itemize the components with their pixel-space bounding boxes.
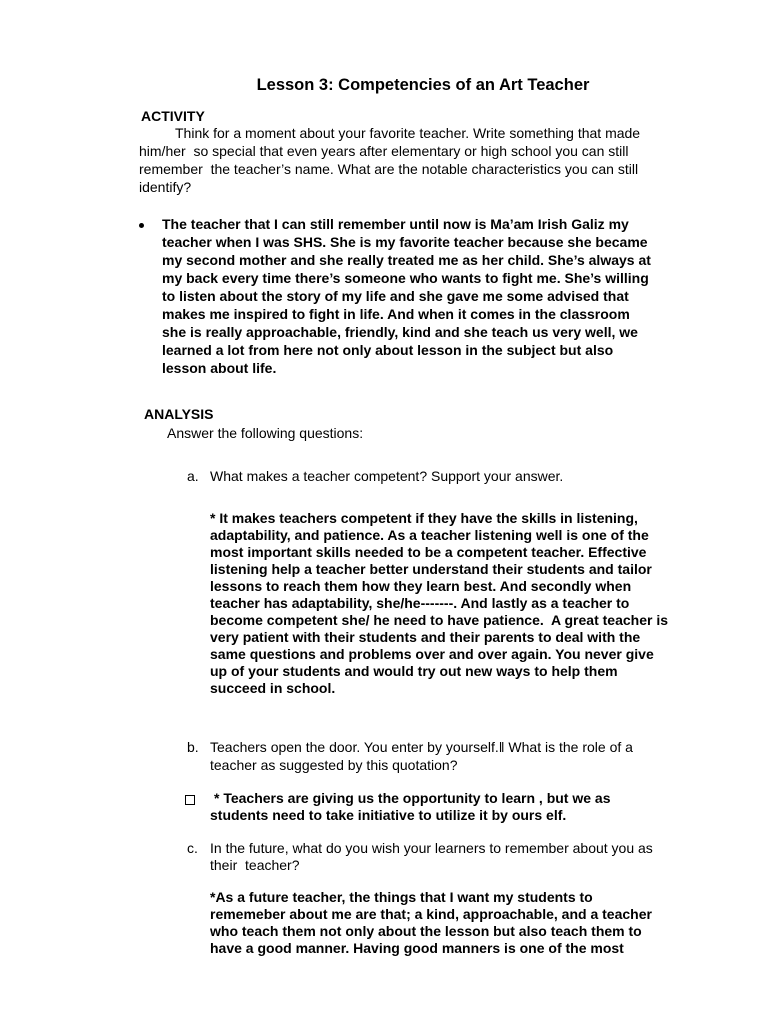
- question-text: Teachers open the door. You enter by yourself.‖ What is the role of a: [210, 739, 633, 755]
- answer-line: she is really approachable, friendly, kind and she teach us very well, we: [162, 324, 638, 340]
- checkbox-icon: [185, 795, 195, 805]
- answer-line: lessons to reach them how they learn best. And secondly when: [210, 578, 632, 594]
- question-label: c.: [187, 840, 198, 856]
- answer-line: listening help a teacher better understand their students and tailor: [210, 561, 652, 577]
- answer-line: my back every time there’s someone who wants to fight me. She’s willing: [162, 270, 649, 286]
- answer-line: rememeber about me are that; a kind, approachable, and a teacher: [210, 906, 652, 922]
- answer-line: to listen about the story of my life and she gave me some advised that: [162, 288, 629, 304]
- analysis-heading: ANALYSIS: [144, 406, 214, 422]
- answer-line: up of your students and would try out new ways to help them: [210, 663, 618, 679]
- answer-line: succeed in school.: [210, 680, 336, 696]
- answer-line: very patient with their students and their parents to deal with the: [210, 629, 641, 645]
- prompt-line: identify?: [139, 179, 192, 195]
- answer-line: most important skills needed to be a competent teacher. Effective: [210, 544, 647, 560]
- answer-line: same questions and problems over and over again. You never give: [210, 646, 654, 662]
- prompt-line: Think for a moment about your favorite teacher. Write something that made: [175, 125, 641, 141]
- question-label: b.: [187, 739, 199, 755]
- activity-heading: ACTIVITY: [141, 108, 205, 124]
- question-text: teacher as suggested by this quotation?: [210, 757, 458, 773]
- analysis-instruction: Answer the following questions:: [167, 425, 364, 441]
- answer-line: my second mother and she really treated me as her child. She’s always at: [162, 252, 651, 268]
- answer-line: * It makes teachers competent if they have the skills in listening,: [210, 510, 638, 526]
- question-text: What makes a teacher competent? Support your answer.: [210, 468, 564, 484]
- prompt-line: him/her so special that even years after elementary or high school you can still: [139, 143, 629, 159]
- answer-line: teacher has adaptability, she/he-------. And lastly as a teacher to: [210, 595, 630, 611]
- answer-line: who teach them not only about the lesson but also teach them to: [210, 923, 642, 939]
- question-text: In the future, what do you wish your learners to remember about you as: [210, 840, 653, 856]
- answer-line: lesson about life.: [162, 360, 277, 376]
- answer-line: teacher when I was SHS. She is my favorite teacher because she became: [162, 234, 648, 250]
- answer-line: learned a lot from here not only about lesson in the subject but also: [162, 342, 614, 358]
- question-text: their teacher?: [210, 857, 300, 873]
- answer-line: *As a future teacher, the things that I want my students to: [210, 889, 593, 905]
- answer-line: become competent she/ he need to have patience. A great teacher is: [210, 612, 669, 628]
- page-title: Lesson 3: Competencies of an Art Teacher: [256, 76, 590, 94]
- answer-line: have a good manner. Having good manners is one of the most: [210, 940, 624, 956]
- prompt-line: remember the teacher’s name. What are the notable characteristics you can still: [139, 161, 639, 177]
- answer-line: makes me inspired to fight in life. And when it comes in the classroom: [162, 306, 630, 322]
- answer-line: adaptability, and patience. As a teacher listening well is one of the: [210, 527, 649, 543]
- question-label: a.: [187, 468, 199, 484]
- answer-line: * Teachers are giving us the opportunity to learn , but we as: [214, 790, 611, 806]
- bullet-icon: [139, 223, 144, 228]
- answer-line: The teacher that I can still remember until now is Ma’am Irish Galiz my: [162, 216, 629, 232]
- answer-line: students need to take initiative to utilize it by ours elf.: [210, 807, 567, 823]
